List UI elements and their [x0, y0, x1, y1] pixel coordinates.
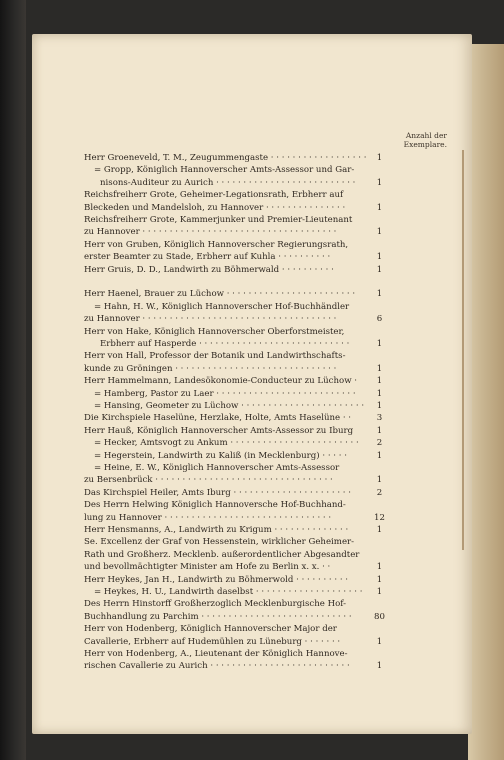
list-line — [32, 623, 472, 636]
list-line — [32, 276, 472, 289]
entry-text: Des Herrn Hinstorff Großherzoglich Mecklenburgische Hof- — [84, 599, 347, 610]
entry-text: zu Hannover · · · · · · · · · · · · · · · · · · · · · · · · · · · · · · · · · · · · — [84, 227, 337, 238]
entry-text: zu Hannover · · · · · · · · · · · · · · · · · · · · · · · · · · · · · · · · · · · · — [84, 314, 337, 325]
copy-count: 1 — [376, 153, 383, 163]
entry-text: = Hahn, H. W., Königlich Hannoverscher Hof-Buchhändler — [94, 301, 350, 312]
copy-count: 1 — [376, 289, 383, 300]
entry-text: kunde zu Gröningen · · · · · · · · · · · · · · · · · · · · · · · · · · · · · · — [84, 363, 337, 374]
list-line — [32, 363, 472, 376]
copy-count: 3 — [376, 413, 383, 424]
list-line — [32, 400, 472, 413]
list-line — [32, 264, 472, 277]
list-line — [32, 412, 472, 425]
copy-count: 1 — [376, 450, 383, 461]
next-page-edge — [468, 44, 504, 760]
list-line — [32, 499, 472, 512]
entry-text: Herr von Hall, Professor der Botanik und Landwirthschafts- — [84, 351, 346, 362]
entry-text: = Heine, E. W., Königlich Hannoverscher Amts-Assessor — [94, 463, 340, 473]
copy-count: 1 — [376, 587, 383, 597]
entry-text: Herr von Gruben, Königlich Hannoverscher Regierungsrath, — [84, 239, 349, 250]
copy-count: 1 — [376, 177, 383, 188]
copy-count: 12 — [374, 512, 385, 523]
entry-text: Herr Haenel, Brauer zu Lüchow · · · · · · · · · · · · · · · · · · · · · · · · — [84, 289, 356, 300]
list-line — [32, 474, 472, 487]
entry-text: Herr Groeneveld, T. M., Zeugummengaste · · · · · · · · · · · · · · · · · · — [84, 153, 367, 163]
list-line — [32, 239, 472, 252]
copy-count: 1 — [376, 339, 383, 349]
count-header-line1: Anzahl der — [405, 131, 447, 140]
copy-count: 1 — [376, 264, 383, 275]
copy-count: 80 — [374, 611, 385, 622]
entry-text: Herr Hensmanns, A., Landwirth zu Krigum · · · · · · · · · · · · · · — [84, 525, 349, 535]
list-line — [32, 611, 472, 624]
entry-text: Reichsfreiherr Grote, Geheimer-Legationsrath, Erbherr auf — [84, 190, 344, 201]
list-line — [32, 388, 472, 401]
entry-text: nisons-Auditeur zu Aurich · · · · · · · · · · · · · · · · · · · · · · · · · · — [100, 177, 356, 188]
copy-count: 1 — [376, 636, 383, 647]
entry-text: = Hecker, Amtsvogt zu Ankum · · · · · · · · · · · · · · · · · · · · · · · · — [94, 438, 359, 449]
list-line — [32, 164, 472, 177]
list-line — [32, 450, 472, 463]
entry-text: Rath und Großherz. Mecklenb. außerordentlicher Abgesandter — [84, 549, 360, 560]
entry-text: Des Herrn Helwing Königlich Hannoversche Hof-Buchhand- — [84, 500, 346, 511]
list-line — [32, 536, 472, 549]
copy-count: 1 — [376, 661, 383, 672]
copy-count: 1 — [376, 425, 383, 436]
entry-text: Herr von Hodenberg, Königlich Hannoverscher Major der — [84, 624, 337, 635]
entry-text: = Hansing, Geometer zu Lüchow · · · · · · · · · · · · · · · · · · · · · · · — [94, 401, 365, 411]
entry-text: Cavallerie, Erbherr auf Hudemühlen zu Lüneburg · · · · · · · — [84, 636, 341, 647]
page-fold-line — [462, 150, 464, 550]
entry-text: Herr von Hake, Königlich Hannoverscher Oberforstmeister, — [84, 326, 345, 337]
entry-text: Herr Hauß, Königlich Hannoverscher Amts-Assessor zu Iburg — [84, 425, 354, 436]
list-line — [32, 202, 472, 215]
entry-text: Bleckeden und Mandelsloh, zu Hannover · · · · · · · · · · · · · · · — [84, 202, 346, 213]
entry-text: Herr Gruis, D. D., Landwirth zu Böhmerwald · · · · · · · · · · — [84, 264, 334, 275]
list-line — [32, 598, 472, 611]
list-line — [32, 189, 472, 202]
entry-text: = Heykes, H. U., Landwirth daselbst · · · · · · · · · · · · · · · · · · · · — [94, 587, 363, 597]
copy-count: 2 — [376, 438, 383, 449]
copy-count: 1 — [376, 525, 383, 535]
entry-text: Herr von Hodenberg, A., Lieutenant der Königlich Hannove- — [84, 649, 348, 659]
copy-count: 1 — [376, 252, 383, 263]
copy-count: 1 — [376, 562, 383, 573]
entry-text: Herr Heykes, Jan H., Landwirth zu Böhmerwold · · · · · · · · · · — [84, 574, 349, 585]
entry-text: lung zu Hannover · · · · · · · · · · · · · · · · · · · · · · · · · · · · · · · — [84, 512, 332, 523]
entry-text: = Gropp, Königlich Hannoverscher Amts-Assessor und Gar- — [94, 165, 355, 176]
copy-count: 1 — [376, 363, 383, 374]
list-line — [32, 561, 472, 574]
list-line — [32, 660, 472, 673]
copy-count: 1 — [376, 376, 383, 387]
entry-text: = Hegerstein, Landwirth zu Kaliß (in Mecklenburg) · · · · · — [94, 450, 347, 461]
list-line — [32, 152, 472, 165]
entry-text: Das Kirchspiel Heiler, Amts Iburg · · · · · · · · · · · · · · · · · · · · · · — [84, 487, 351, 498]
copy-count: 6 — [376, 314, 383, 325]
entry-text: und bevollmächtigter Minister am Hofe zu Berlin x. x. · · — [84, 562, 331, 573]
list-line — [32, 350, 472, 363]
entry-text: erster Beamter zu Stade, Erbherr auf Kuhla · · · · · · · · · · — [84, 252, 331, 263]
list-line — [32, 487, 472, 500]
list-line — [32, 288, 472, 301]
entry-text: Buchhandlung zu Parchim · · · · · · · · · · · · · · · · · · · · · · · · · · · · — [84, 611, 352, 622]
list-line — [32, 425, 472, 438]
count-column-header — [377, 131, 447, 149]
entry-text: Reichsfreiherr Grote, Kammerjunker und Premier-Lieutenant — [84, 215, 353, 225]
list-line — [32, 462, 472, 475]
list-line — [32, 586, 472, 599]
list-line — [32, 338, 472, 351]
copy-count: 1 — [376, 202, 383, 213]
entry-text: = Hamberg, Pastor zu Laer · · · · · · · · · · · · · · · · · · · · · · · · · · — [94, 388, 356, 399]
entry-text: Die Kirchspiele Haselüne, Herzlake, Holte, Amts Haselüne · · — [84, 413, 352, 424]
copy-count: 1 — [376, 401, 383, 411]
list-line — [32, 214, 472, 227]
book-spine-shadow — [0, 0, 26, 760]
list-line — [32, 177, 472, 190]
entry-text: Erbherr auf Hasperde · · · · · · · · · · · · · · · · · · · · · · · · · · · · — [100, 339, 350, 349]
entry-text: rischen Cavallerie zu Aurich · · · · · · · · · · · · · · · · · · · · · · · · · · — [84, 661, 350, 672]
list-line — [32, 375, 472, 388]
count-header-line2: Exemplare. — [403, 140, 447, 149]
list-line — [32, 636, 472, 649]
list-line — [32, 549, 472, 562]
list-line — [32, 251, 472, 264]
list-line — [32, 574, 472, 587]
list-line — [32, 512, 472, 525]
copy-count: 2 — [376, 487, 383, 498]
entry-text: Se. Excellenz der Graf von Hessenstein, wirklicher Geheimer- — [84, 537, 355, 548]
entry-text: zu Bersenbrück · · · · · · · · · · · · · · · · · · · · · · · · · · · · · · · · · — [84, 475, 333, 486]
list-line — [32, 524, 472, 537]
list-line — [32, 226, 472, 239]
entry-text: Herr Hammelmann, Landesökonomie-Conducteur zu Lüchow · — [84, 376, 358, 387]
copy-count: 1 — [376, 227, 383, 238]
copy-count: 1 — [376, 388, 383, 399]
copy-count: 1 — [376, 574, 383, 585]
list-line — [32, 301, 472, 314]
copy-count: 1 — [376, 475, 383, 486]
book-page — [32, 34, 472, 734]
list-line — [32, 648, 472, 661]
list-line — [32, 313, 472, 326]
list-line — [32, 326, 472, 339]
list-line — [32, 437, 472, 450]
